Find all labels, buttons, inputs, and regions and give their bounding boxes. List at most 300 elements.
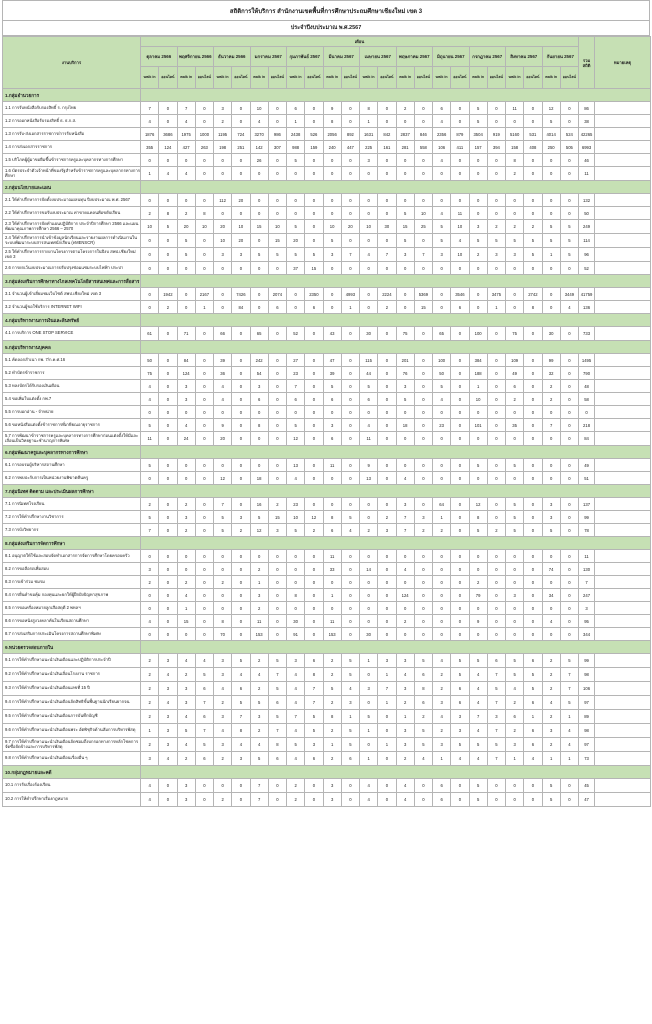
online-subheader: ออนไลน์ — [268, 67, 286, 89]
online-count: 0 — [414, 406, 432, 419]
walkin-count: 0 — [396, 602, 414, 615]
online-count: 0 — [232, 154, 250, 167]
online-count: 0 — [451, 354, 469, 367]
walkin-count: 2 — [542, 393, 560, 406]
walkin-count: 0 — [141, 248, 159, 262]
walkin-count: 2 — [177, 207, 195, 220]
online-count: 0 — [232, 406, 250, 419]
online-count: 5 — [268, 248, 286, 262]
walkin-count: 4 — [506, 682, 524, 696]
walkin-count: 5 — [433, 380, 451, 393]
walkin-count: 50 — [433, 367, 451, 380]
walkin-count: 115 — [360, 354, 378, 367]
online-count: 0 — [414, 615, 432, 628]
online-count: 0 — [560, 262, 578, 275]
walkin-count: 8 — [360, 102, 378, 115]
walkin-count: 0 — [177, 472, 195, 485]
walkin-count: 3 — [396, 498, 414, 511]
service-name: 9.3 การให้คำปรึกษาแนะนำเงินเดือนเลขที่ 15 ปี — [3, 682, 141, 696]
online-count: 0 — [341, 779, 359, 793]
online-count: 0 — [341, 234, 359, 248]
online-count: 0 — [195, 102, 213, 115]
online-count: 3 — [378, 654, 396, 668]
walkin-count: 2 — [506, 724, 524, 738]
online-count: 0 — [487, 498, 505, 511]
walkin-count: 0 — [506, 793, 524, 807]
walkin-count: 0 — [542, 301, 560, 314]
online-count: 0 — [451, 406, 469, 419]
walkin-count: 2 — [214, 793, 232, 807]
online-count: 0 — [159, 576, 177, 589]
walkin-count: 4 — [396, 793, 414, 807]
walkin-count: 0 — [214, 406, 232, 419]
month-header: ธันวาคม 2566 — [214, 47, 251, 67]
walkin-count: 4 — [433, 154, 451, 167]
online-count: 0 — [305, 459, 323, 472]
month-header: พฤษภาคม 2567 — [396, 47, 433, 67]
walkin-count: 106 — [433, 141, 451, 154]
walkin-count: 3 — [506, 738, 524, 752]
row-total: 11 — [579, 167, 595, 181]
walkin-count: 0 — [433, 194, 451, 207]
walkin-count: 4 — [287, 472, 305, 485]
row-total: 97 — [579, 738, 595, 752]
online-count: 0 — [451, 154, 469, 167]
online-count: 0 — [195, 602, 213, 615]
online-subheader: ออนไลน์ — [159, 67, 177, 89]
walkin-count: 0 — [287, 406, 305, 419]
walkin-count: 0 — [433, 589, 451, 602]
walkin-count: 15 — [177, 615, 195, 628]
walkin-count: 2 — [141, 738, 159, 752]
walkin-count: 2 — [506, 393, 524, 406]
online-count: 0 — [195, 793, 213, 807]
online-count: 15 — [414, 301, 432, 314]
online-count: 7 — [305, 682, 323, 696]
walkin-subheader: walk in — [542, 67, 560, 89]
walkin-count: 26 — [250, 154, 268, 167]
walkin-count: 4 — [214, 380, 232, 393]
online-count: 0 — [159, 472, 177, 485]
row-total: 7 — [579, 576, 595, 589]
online-count: 0 — [305, 628, 323, 641]
online-count: 0 — [560, 367, 578, 380]
walkin-count: 0 — [506, 563, 524, 576]
online-count: 263 — [195, 141, 213, 154]
online-count: 0 — [268, 207, 286, 220]
walkin-count: 355 — [141, 141, 159, 154]
online-count: 0 — [341, 628, 359, 641]
walkin-count: 8 — [323, 710, 341, 724]
row-total: 98 — [579, 724, 595, 738]
walkin-count: 3 — [433, 738, 451, 752]
walkin-count: 2 — [396, 615, 414, 628]
walkin-count: 4 — [177, 589, 195, 602]
walkin-count: 32 — [542, 367, 560, 380]
online-count: 6 — [268, 696, 286, 710]
online-count: 0 — [159, 419, 177, 432]
walkin-count: 70 — [214, 628, 232, 641]
walkin-count: 3 — [360, 682, 378, 696]
online-subheader: ออนไลน์ — [305, 67, 323, 89]
online-count: 0 — [268, 550, 286, 563]
online-count: 0 — [560, 589, 578, 602]
online-count: 3 — [487, 710, 505, 724]
walkin-count: 10 — [214, 234, 232, 248]
online-count: 2 — [487, 220, 505, 234]
online-count: 0 — [268, 367, 286, 380]
table-header — [3, 37, 651, 89]
online-count: 0 — [159, 432, 177, 446]
walkin-count: 1 — [250, 576, 268, 589]
walkin-count: 6 — [360, 393, 378, 406]
online-count: 0 — [268, 115, 286, 128]
row-total: 51 — [579, 472, 595, 485]
walkin-count: 0 — [396, 194, 414, 207]
online-count: 0 — [195, 576, 213, 589]
walkin-count: 3 — [141, 563, 159, 576]
row-total: 130 — [579, 563, 595, 576]
row-note — [595, 628, 651, 641]
online-count: 0 — [414, 367, 432, 380]
table-row — [3, 602, 651, 615]
online-count: 0 — [268, 589, 286, 602]
online-count: 0 — [305, 576, 323, 589]
walkin-count: 0 — [250, 207, 268, 220]
walkin-count: 30 — [360, 327, 378, 341]
walkin-count: 2 — [141, 682, 159, 696]
walkin-count: 3 — [542, 511, 560, 524]
walkin-count: 44 — [360, 367, 378, 380]
walkin-count: 23 — [287, 498, 305, 511]
note-column-header: หมายเหตุ — [595, 37, 651, 89]
walkin-count: 7 — [141, 102, 159, 115]
walkin-count: 0 — [433, 459, 451, 472]
service-name: 8.4 การยื่นคำขอคุ้ม กองทุนและยกให้ผู้ฝึกฝังปัญหาสุขภาพ — [3, 589, 141, 602]
online-subheader: ออนไลน์ — [560, 67, 578, 89]
row-total: 48 — [579, 380, 595, 393]
walkin-count: 9 — [323, 102, 341, 115]
walkin-count: 5160 — [506, 128, 524, 141]
online-count: 0 — [524, 354, 542, 367]
walkin-count: 3 — [542, 724, 560, 738]
walkin-count: 4 — [250, 668, 268, 682]
walkin-count: 0 — [323, 406, 341, 419]
online-count: 5 — [560, 696, 578, 710]
row-total: 49 — [579, 459, 595, 472]
row-note — [595, 432, 651, 446]
online-count: 5 — [268, 654, 286, 668]
online-count: 0 — [159, 115, 177, 128]
online-count: 0 — [232, 459, 250, 472]
walkin-count: 0 — [323, 262, 341, 275]
online-count: 7 — [305, 696, 323, 710]
walkin-count: 23 — [287, 367, 305, 380]
row-note — [595, 524, 651, 537]
walkin-count: 2837 — [396, 128, 414, 141]
online-count: 0 — [195, 154, 213, 167]
row-note — [595, 194, 651, 207]
online-count: 1 — [378, 696, 396, 710]
walkin-count: 3 — [214, 654, 232, 668]
section-fill — [141, 537, 651, 550]
online-count: 0 — [305, 406, 323, 419]
walkin-count: 3 — [214, 248, 232, 262]
online-count: 20 — [232, 194, 250, 207]
walkin-count: 198 — [214, 141, 232, 154]
online-count: 0 — [195, 472, 213, 485]
statistics-table — [2, 36, 651, 807]
walkin-count: 0 — [506, 779, 524, 793]
walkin-count: 12 — [287, 432, 305, 446]
online-count: 0 — [451, 589, 469, 602]
section-title: 6.กลุ่มพัฒนาครูและบุคลากรทางการศึกษา — [3, 446, 141, 459]
walkin-count: 10 — [360, 220, 378, 234]
online-count: 10 — [451, 248, 469, 262]
walkin-count: 15 — [250, 220, 268, 234]
online-count: 0 — [305, 779, 323, 793]
row-total: 45 — [579, 779, 595, 793]
walkin-count: 0 — [506, 194, 524, 207]
walkin-count: 0 — [469, 154, 487, 167]
online-count: 1942 — [159, 288, 177, 301]
walkin-count: 34 — [542, 589, 560, 602]
walkin-count: 2 — [542, 654, 560, 668]
online-count: 0 — [378, 167, 396, 181]
walkin-count: 0 — [323, 194, 341, 207]
walkin-count: 4 — [177, 419, 195, 432]
online-count: 3 — [159, 738, 177, 752]
statistics-sheet — [2, 0, 650, 807]
online-count: 0 — [414, 459, 432, 472]
walkin-count: 101 — [469, 419, 487, 432]
walkin-count: 4 — [250, 738, 268, 752]
walkin-count: 0 — [177, 550, 195, 563]
online-count: 0 — [378, 327, 396, 341]
online-count: 8 — [414, 682, 432, 696]
online-count: 3 — [232, 511, 250, 524]
online-count: 6 — [305, 752, 323, 766]
online-count: 0 — [378, 793, 396, 807]
online-count: 5 — [341, 511, 359, 524]
online-count: 3 — [159, 710, 177, 724]
walkin-count: 0 — [506, 301, 524, 314]
walkin-count: 0 — [323, 472, 341, 485]
walkin-count: 2 — [542, 682, 560, 696]
walkin-count: 0 — [214, 301, 232, 314]
section-title: 10.กลุ่มกฎหมายและคดี — [3, 766, 141, 779]
online-count: 0 — [560, 459, 578, 472]
online-count: 526 — [305, 128, 323, 141]
row-total: 99 — [579, 654, 595, 668]
online-count: 0 — [414, 432, 432, 446]
online-count: 0 — [414, 234, 432, 248]
walkin-count: 76 — [396, 367, 414, 380]
walkin-count: 2 — [141, 207, 159, 220]
walkin-count: 5 — [287, 419, 305, 432]
online-count: 0 — [487, 432, 505, 446]
walkin-count: 2 — [433, 724, 451, 738]
walkin-count: 201 — [396, 354, 414, 367]
walkin-count: 1 — [177, 602, 195, 615]
service-name: 4.1 การบริการ ONE STOP SERVICE — [3, 327, 141, 341]
walkin-count: 0 — [250, 288, 268, 301]
row-total: 86 — [579, 102, 595, 115]
walkin-count: 35 — [506, 419, 524, 432]
walkin-count: 0 — [469, 262, 487, 275]
walkin-subheader: walk in — [469, 67, 487, 89]
walkin-count: 0 — [177, 301, 195, 314]
online-count: 0 — [524, 550, 542, 563]
online-count: 2 — [232, 524, 250, 537]
online-count: 0 — [487, 167, 505, 181]
online-count: 20 — [341, 220, 359, 234]
online-subheader: ออนไลน์ — [232, 67, 250, 89]
walkin-count: 1 — [287, 115, 305, 128]
service-name: 5.1 คัดลอกสำเนา กพ. 7/ก.ค.ศ.16 — [3, 354, 141, 367]
walkin-count: 4 — [214, 393, 232, 406]
online-count: 0 — [268, 576, 286, 589]
month-header: กันยายน 2567 — [542, 47, 579, 67]
section-title: 5.กลุ่มบริหารงานบุคคล — [3, 341, 141, 354]
online-count: 0 — [159, 498, 177, 511]
online-count: 3449 — [560, 288, 578, 301]
walkin-count: 0 — [287, 550, 305, 563]
online-count: 0 — [451, 459, 469, 472]
online-count: 7 — [341, 248, 359, 262]
online-count: 5 — [195, 668, 213, 682]
online-count: 0 — [560, 628, 578, 641]
walkin-count: 3 — [177, 380, 195, 393]
walkin-count: 0 — [396, 406, 414, 419]
online-count: 0 — [451, 628, 469, 641]
walkin-count: 5 — [469, 524, 487, 537]
online-count: 5 — [159, 220, 177, 234]
walkin-count: 4 — [360, 779, 378, 793]
online-subheader: ออนไลน์ — [195, 67, 213, 89]
online-count: 0 — [232, 602, 250, 615]
online-count: 0 — [560, 354, 578, 367]
walkin-count: 0 — [433, 432, 451, 446]
walkin-count: 2 — [141, 498, 159, 511]
online-count: 7 — [414, 248, 432, 262]
online-count: 0 — [195, 511, 213, 524]
row-total: 1495 — [579, 354, 595, 367]
online-count: 0 — [232, 102, 250, 115]
online-count: 20 — [232, 234, 250, 248]
walkin-count: 4 — [433, 115, 451, 128]
online-count: 0 — [414, 602, 432, 615]
online-count: 0 — [451, 498, 469, 511]
online-count: 0 — [159, 248, 177, 262]
walkin-count: 0 — [506, 576, 524, 589]
row-total: 249 — [579, 220, 595, 234]
online-count: 124 — [159, 141, 177, 154]
online-count: 0 — [560, 115, 578, 128]
online-count: 0 — [451, 511, 469, 524]
online-count: 0 — [451, 432, 469, 446]
row-note — [595, 696, 651, 710]
walkin-count: 5 — [250, 696, 268, 710]
walkin-count: 4 — [287, 682, 305, 696]
table-row — [3, 393, 651, 406]
walkin-count: 3 — [214, 102, 232, 115]
row-total: 106 — [579, 682, 595, 696]
walkin-count: 124 — [396, 589, 414, 602]
online-count: 0 — [524, 207, 542, 220]
online-count: 0 — [341, 207, 359, 220]
walkin-count: 5 — [141, 459, 159, 472]
online-count: 0 — [159, 628, 177, 641]
walkin-count: 9 — [214, 419, 232, 432]
online-count: 0 — [268, 459, 286, 472]
walkin-subheader: walk in — [177, 67, 195, 89]
walkin-count: 2 — [250, 682, 268, 696]
walkin-count: 6 — [506, 380, 524, 393]
walkin-count: 0 — [250, 194, 268, 207]
walkin-count: 0 — [360, 589, 378, 602]
walkin-subheader: walk in — [141, 67, 159, 89]
walkin-count: 5 — [323, 380, 341, 393]
walkin-count: 3 — [360, 154, 378, 167]
online-count: 0 — [341, 550, 359, 563]
online-count: 0 — [195, 248, 213, 262]
walkin-count: 15 — [396, 220, 414, 234]
walkin-count: 5 — [469, 459, 487, 472]
walkin-count: 4 — [177, 167, 195, 181]
walkin-count: 33 — [323, 563, 341, 576]
walkin-count: 0 — [542, 207, 560, 220]
walkin-count: 2 — [141, 576, 159, 589]
table-row — [3, 793, 651, 807]
row-total: 38 — [579, 115, 595, 128]
table-row — [3, 301, 651, 314]
walkin-count: 18 — [396, 419, 414, 432]
online-count: 0 — [487, 194, 505, 207]
service-name: 1.2 การออกหนังสือรับรองสิทธิ์ ธ. ธ.ก.ส. — [3, 115, 141, 128]
row-total: 97 — [579, 696, 595, 710]
section-fill — [141, 641, 651, 654]
walkin-count: 3 — [396, 724, 414, 738]
row-note — [595, 128, 651, 141]
walkin-count: 0 — [542, 262, 560, 275]
service-name: 7.1 การนิเทศโรงเรียน — [3, 498, 141, 511]
walkin-count: 11 — [250, 615, 268, 628]
walkin-count: 2 — [396, 102, 414, 115]
walkin-count: 240 — [323, 141, 341, 154]
online-count: 2 — [414, 524, 432, 537]
walkin-count: 0 — [323, 301, 341, 314]
online-count: 0 — [378, 779, 396, 793]
online-count: 558 — [414, 141, 432, 154]
online-count: 0 — [268, 167, 286, 181]
walkin-count: 0 — [141, 234, 159, 248]
walkin-count: 0 — [506, 432, 524, 446]
walkin-count: 4 — [214, 724, 232, 738]
online-count: 0 — [378, 550, 396, 563]
online-count: 5 — [268, 710, 286, 724]
online-count: 0 — [232, 793, 250, 807]
walkin-count: 5 — [506, 459, 524, 472]
walkin-subheader: walk in — [506, 67, 524, 89]
section-title: 2.กลุ่มนโยบายและแผน — [3, 181, 141, 194]
walkin-count: 0 — [250, 550, 268, 563]
walkin-count: 5 — [177, 248, 195, 262]
online-count: 4993 — [341, 288, 359, 301]
table-row — [3, 724, 651, 738]
walkin-count: 2 — [323, 668, 341, 682]
walkin-count: 75 — [506, 327, 524, 341]
